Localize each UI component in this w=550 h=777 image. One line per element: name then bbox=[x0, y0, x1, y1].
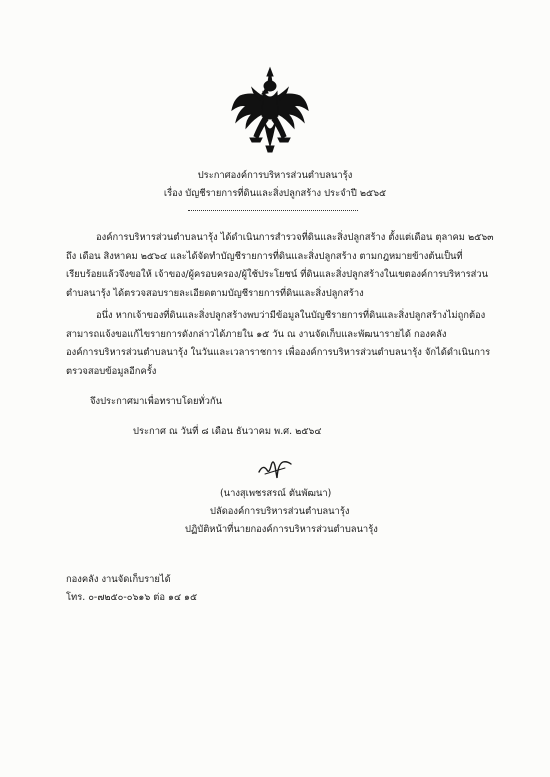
paragraph-correction bbox=[66, 307, 490, 381]
signer-acting-position: ปฏิบัติหน้าที่นายกองค์การบริหารส่วนตำบลนารุ้ง bbox=[185, 524, 378, 535]
paragraph-line: องค์การบริหารส่วนตำบลนารุ้ง ได้ดำเนินการสำรวจที่ดินและสิ่งปลูกสร้าง ตั้งแต่เดือน ตุลาคม ๒๕๖๓ bbox=[96, 232, 494, 243]
signer-position: ปลัดองค์การบริหารส่วนตำบลนารุ้ง bbox=[210, 506, 350, 517]
signer-name: (นางสุเพชรสรณ์ ตันพัฒนา) bbox=[220, 488, 332, 499]
title-divider bbox=[188, 210, 358, 211]
announcement-date: ประกาศ ณ วันที่ ๘ เดือน ธันวาคม พ.ศ. ๒๕๖๔ bbox=[133, 426, 322, 437]
paragraph-line: ตรวจสอบข้อมูลอีกครั้ง bbox=[66, 365, 157, 377]
paragraph-line: ตำบลนารุ้ง ได้ตรวจสอบรายละเอียดตามบัญชีรายการที่ดินและสิ่งปลูกสร้าง bbox=[66, 287, 364, 299]
paragraph-line: องค์การบริหารส่วนตำบลนารุ้ง ในวันและเวลาราชการ เพื่อองค์การบริหารส่วนตำบลนารุ้ง จักได้ดำเนินการ bbox=[66, 347, 491, 358]
paragraph-line: อนึ่ง หากเจ้าของที่ดินและสิ่งปลูกสร้างพบว่ามีข้อมูลในบัญชีรายการที่ดินและสิ่งปลูกสร้างไม่ถูกต้อง bbox=[96, 310, 486, 321]
closing-statement: จึงประกาศมาเพื่อทราบโดยทั่วกัน bbox=[90, 396, 223, 407]
footer-department: กองคลัง งานจัดเก็บรายได้ bbox=[66, 574, 171, 585]
paragraph-line: สามารถแจ้งขอแก้ไขรายการดังกล่าวได้ภายใน ๑๕ วัน ณ งานจัดเก็บและพัฒนารายได้ กองคลัง bbox=[66, 328, 447, 340]
garuda-emblem-icon bbox=[230, 66, 310, 154]
issuer-title: ประกาศองค์การบริหารส่วนตำบลนารุ้ง bbox=[197, 170, 353, 181]
paragraph-line: ถึง เดือน สิงหาคม ๒๕๖๔ และได้จัดทำบัญชีรายการที่ดินและสิ่งปลูกสร้าง ตามกฎหมายข้างต้นเป็นที่ bbox=[66, 250, 463, 262]
footer-phone: โทร. ๐-๗๒๕๐-๐๖๑๖ ต่อ ๑๔ ๑๕ bbox=[66, 592, 198, 603]
paragraph-survey bbox=[66, 229, 494, 303]
paragraph-line: เรียบร้อยแล้วจึงขอให้ เจ้าของ/ผู้ครอบครอง/ผู้ใช้ประโยชน์ ที่ดินและสิ่งปลูกสร้างในเขตองค์การบริหารส่วน bbox=[66, 269, 489, 280]
subject-line: เรื่อง บัญชีรายการที่ดินและสิ่งปลูกสร้าง ประจำปี ๒๕๖๕ bbox=[163, 188, 387, 199]
handwritten-signature-icon bbox=[255, 452, 295, 482]
